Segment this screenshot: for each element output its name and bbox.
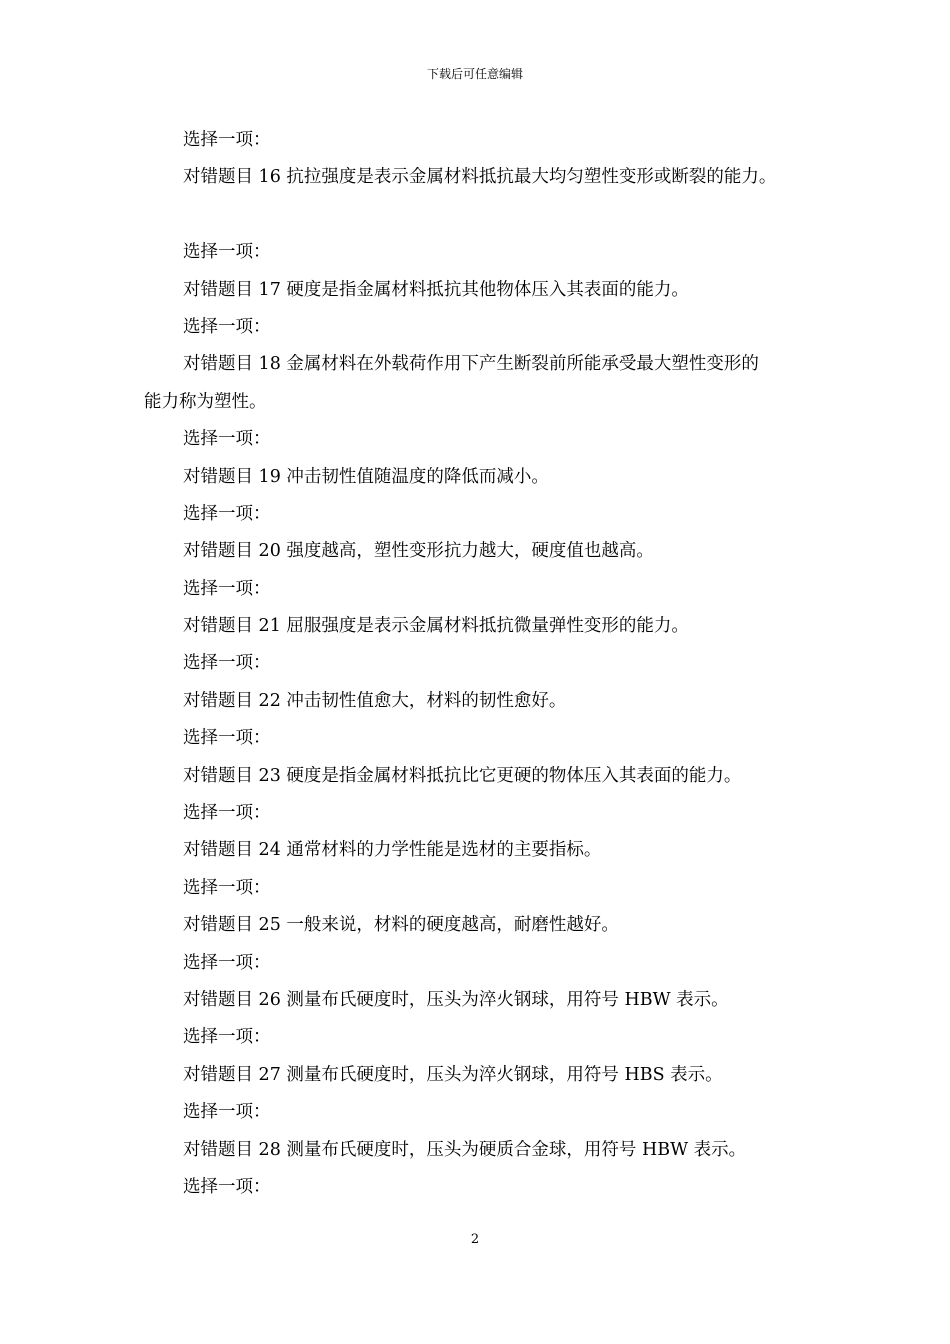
question-18: 对错题目 18 金属材料在外载荷作用下产生断裂前所能承受最大塑性变形的	[183, 354, 759, 375]
option-prompt: 选择一项：	[183, 1102, 271, 1123]
option-prompt: 选择一项：	[183, 242, 271, 263]
option-prompt: 选择一项：	[183, 877, 271, 898]
question-21: 对错题目 21 屈服强度是表示金属材料抵抗微量弹性变形的能力。	[183, 616, 689, 637]
question-18-continuation: 能力称为塑性。	[144, 391, 267, 412]
option-prompt: 选择一项：	[183, 653, 271, 674]
document-body	[0, 122, 950, 1206]
page-header: 下载后可任意编辑	[426, 67, 523, 81]
blank-line	[0, 197, 950, 234]
question-27: 对错题目 27 测量布氏硬度时，压头为淬火钢球，用符号 HBS 表示。	[183, 1064, 723, 1085]
option-prompt: 选择一项：	[183, 728, 271, 749]
option-prompt: 选择一项：	[183, 130, 271, 150]
option-prompt: 选择一项：	[183, 1027, 271, 1048]
question-28: 对错题目 28 测量布氏硬度时，压头为硬质合金球，用符号 HBW 表示。	[183, 1139, 747, 1160]
option-prompt: 选择一项：	[183, 803, 271, 824]
question-25: 对错题目 25 一般来说，材料的硬度越高，耐磨性越好。	[183, 915, 619, 936]
question-26: 对错题目 26 测量布氏硬度时，压头为淬火钢球，用符号 HBW 表示。	[183, 989, 729, 1010]
question-16: 对错题目 16 抗拉强度是表示金属材料抵抗最大均匀塑性变形或断裂的能力。	[183, 167, 777, 188]
question-20: 对错题目 20 强度越高，塑性变形抗力越大，硬度值也越高。	[183, 541, 654, 562]
question-23: 对错题目 23 硬度是指金属材料抵抗比它更硬的物体压入其表面的能力。	[183, 765, 742, 786]
option-prompt: 选择一项：	[183, 316, 271, 337]
question-22: 对错题目 22 冲击韧性值愈大，材料的韧性愈好。	[183, 690, 567, 711]
option-prompt: 选择一项：	[183, 429, 271, 450]
option-prompt: 选择一项：	[183, 503, 271, 524]
question-19: 对错题目 19 冲击韧性值随温度的降低而减小。	[183, 466, 549, 487]
question-24: 对错题目 24 通常材料的力学性能是选材的主要指标。	[183, 840, 602, 861]
page-number: 2	[470, 1232, 480, 1247]
question-17: 对错题目 17 硬度是指金属材料抵抗其他物体压入其表面的能力。	[183, 279, 689, 300]
option-prompt: 选择一项：	[183, 952, 271, 973]
option-prompt: 选择一项：	[183, 578, 271, 599]
option-prompt: 选择一项：	[183, 1176, 271, 1197]
